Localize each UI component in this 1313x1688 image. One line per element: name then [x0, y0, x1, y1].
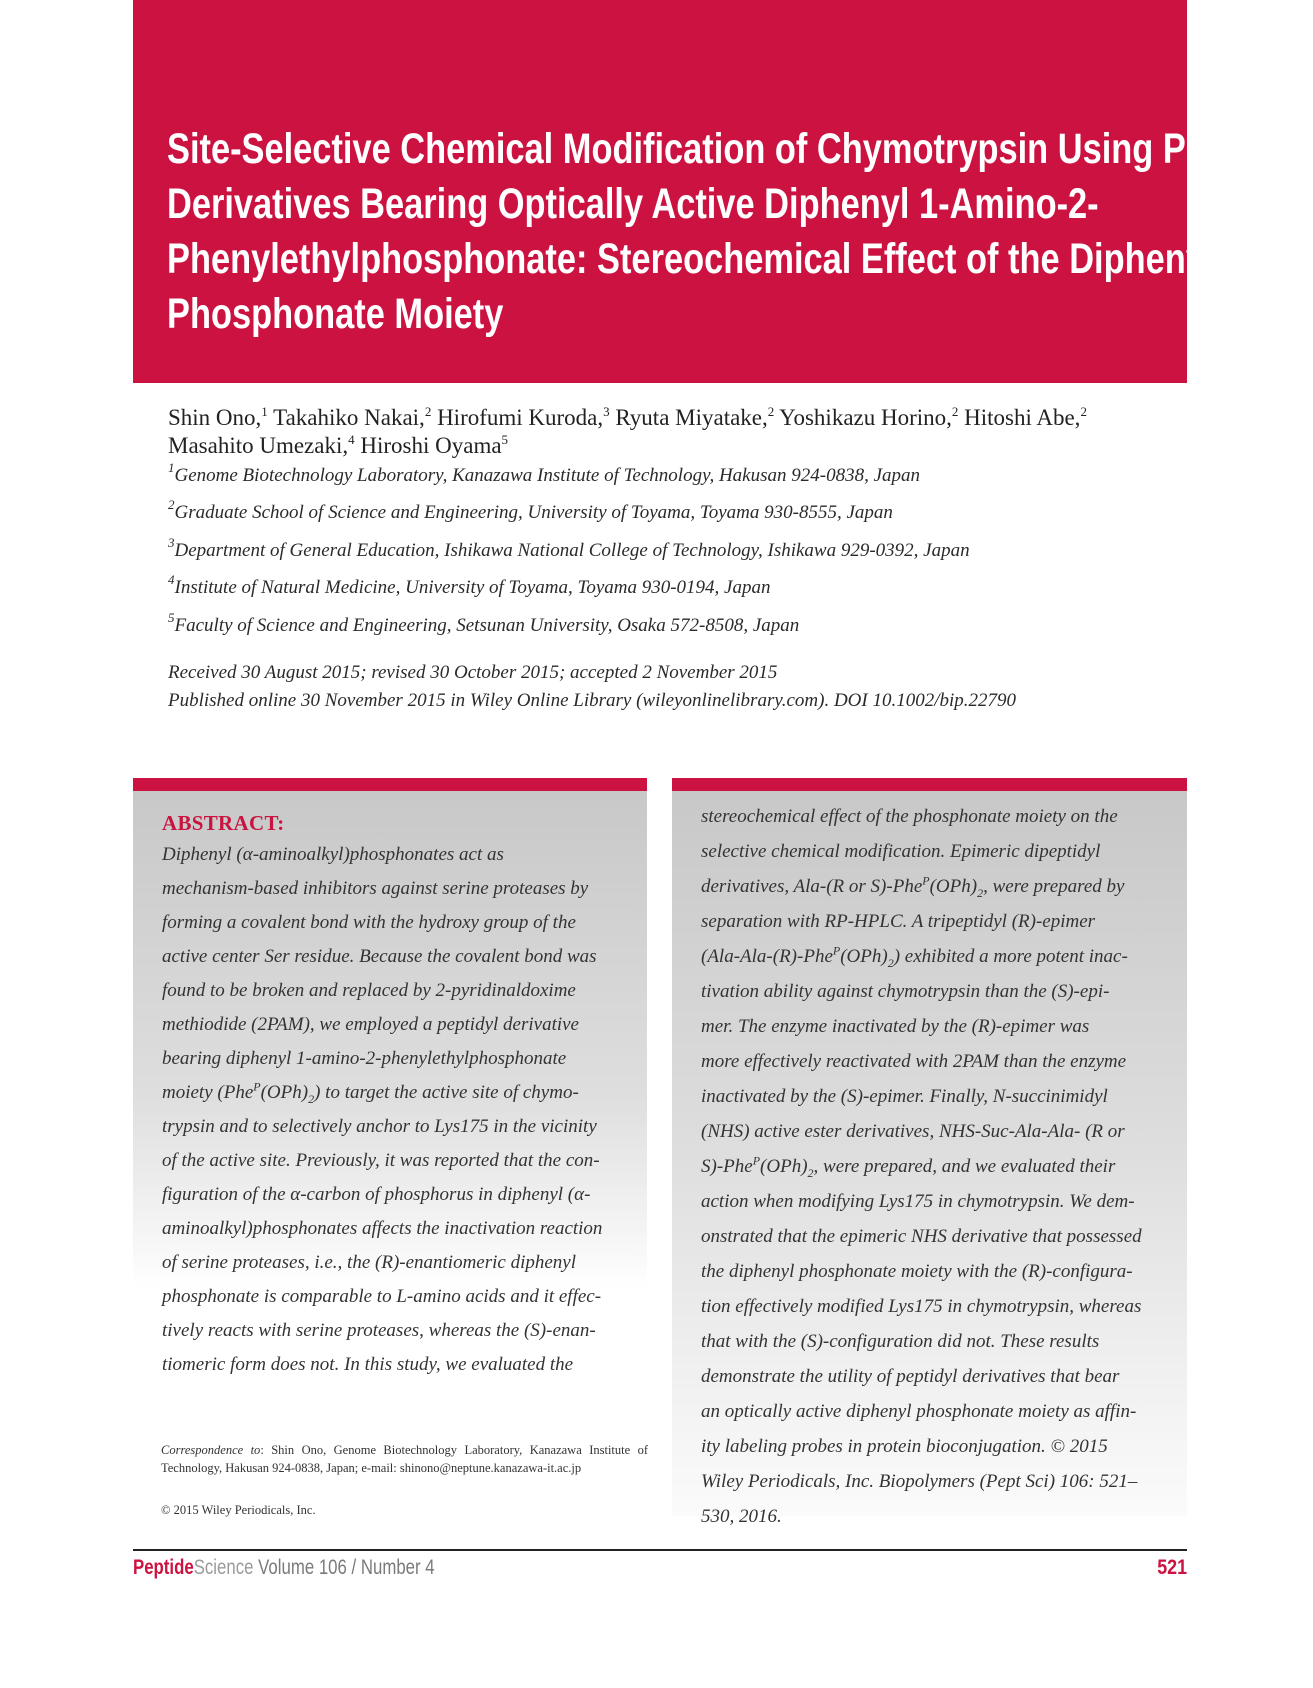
abstract-column-left	[133, 778, 647, 1398]
author: Masahito Umezaki,$^4$	[168, 432, 355, 458]
page-number: 521	[1157, 1556, 1187, 1579]
abstract-text-left	[162, 838, 602, 1382]
author: Takahiko Nakai,$^2$	[273, 404, 432, 430]
affiliation: $^2$Graduate School of Science and Engineering, University of Toyama, Toyama 930-8555, Japan	[168, 497, 893, 523]
abstract-line: trypsin and to selectively anchor to Lys175 in the vicinity	[162, 1116, 597, 1137]
abstract-line: moiety $(Phe^P(OPh)_2)$ to target the active site of chymo-	[162, 1079, 579, 1106]
affiliation: $^3$Department of General Education, Ishikawa National College of Technology, Ishikawa 929-0392, Japan	[168, 535, 970, 561]
author: Ryuta Miyatake,$^2$	[615, 404, 775, 430]
abstract-line: an optically active diphenyl phosphonate moiety as affin-	[701, 1401, 1137, 1422]
abstract-line: separation with RP-HPLC. A tripeptidyl (R)-epimer	[701, 911, 1096, 932]
abstract-line: $(Ala-Ala-(R)-Phe^P(OPh)_2)$ exhibited a more potent inac-	[701, 943, 1128, 970]
abstract-line: of serine proteases, i.e., the (R)-enantiomeric diphenyl	[162, 1252, 577, 1273]
author: Hiroshi Oyama$^5$	[360, 432, 509, 458]
volume-number: Volume 106 / Number 4	[253, 1556, 435, 1579]
abstract-line: Wiley Periodicals, Inc. Biopolymers (Pept Sci) 106: 521–	[701, 1471, 1138, 1492]
copyright-note: © 2015 Wiley Periodicals, Inc.	[161, 1503, 316, 1517]
abstract-line: methiodide (2PAM), we employed a peptidyl derivative	[162, 1014, 579, 1035]
author-line	[168, 432, 1198, 460]
journal-name-peptide: Peptide	[133, 1556, 194, 1579]
abstract-line: found to be broken and replaced by 2-pyridinaldoxime	[162, 980, 576, 1001]
abstract-line: 530, 2016.	[701, 1506, 782, 1527]
abstract-line: figuration of the α-carbon of phosphorus in diphenyl (α-	[162, 1184, 591, 1205]
abstract-line: $S)-Phe^P(OPh)_2$, were prepared, and we evaluated their	[701, 1153, 1116, 1180]
abstract-line: inactivated by the (S)-epimer. Finally, N-succinimidyl	[701, 1086, 1108, 1107]
abstract-line: tion effectively modified Lys175 in chymotrypsin, whereas	[701, 1296, 1142, 1317]
title-line: Site-Selective Chemical Modification of Chymotrypsin Using Peptidyl	[167, 125, 1297, 173]
abstract-column-right	[672, 778, 1187, 1527]
abstract-line: tiomeric form does not. In this study, we evaluated the	[162, 1354, 574, 1375]
abstract-line: active center Ser residue. Because the covalent bond was	[162, 946, 597, 967]
abstract-line: derivatives, Ala-(R or $S)-Phe^P(OPh)_2$, were prepared by	[701, 873, 1125, 900]
title-line: Phenylethylphosphonate: Stereochemical Effect of the Diphenyl	[167, 235, 1215, 283]
abstract-line: the diphenyl phosphonate moiety with the (R)-configura-	[701, 1261, 1133, 1282]
abstract-line: bearing diphenyl 1-amino-2-phenylethylphosphonate	[162, 1048, 567, 1069]
title-line: Derivatives Bearing Optically Active Diphenyl 1-Amino-2-	[167, 180, 1099, 228]
affiliation: $^5$Faculty of Science and Engineering, Setsunan University, Osaka 572-8508, Japan	[168, 610, 800, 636]
journal-name-science: Science	[193, 1556, 254, 1579]
abstract-text-right	[701, 799, 1142, 1534]
abstract-line: onstrated that the epimeric NHS derivative that possessed	[701, 1226, 1142, 1247]
publication-history	[168, 659, 1016, 715]
abstract-line: of the active site. Previously, it was reported that the con-	[162, 1150, 600, 1171]
author-line	[168, 404, 1198, 432]
abstract-line: more effectively reactivated with 2PAM than the enzyme	[701, 1051, 1127, 1072]
journal-info	[133, 1556, 435, 1580]
received-dates: Received 30 August 2015; revised 30 October 2015; accepted 2 November 2015	[168, 662, 778, 683]
title-line: Phosphonate Moiety	[167, 290, 504, 338]
affiliation: $^1$Genome Biotechnology Laboratory, Kanazawa Institute of Technology, Hakusan 924-0838, Japan	[168, 460, 921, 486]
abstract-line: tively reacts with serine proteases, whereas the (S)-enan-	[162, 1320, 596, 1341]
abstract-line: stereochemical effect of the phosphonate moiety on the	[701, 806, 1118, 827]
author: Hirofumi Kuroda,$^3$	[437, 404, 610, 430]
abstract-line: forming a covalent bond with the hydroxy group of the	[162, 912, 576, 933]
abstract-line: selective chemical modification. Epimeric dipeptidyl	[701, 841, 1101, 862]
abstract-line: Diphenyl (α-aminoalkyl)phosphonates act as	[162, 844, 504, 865]
author-list	[168, 404, 1198, 460]
abstract-line: aminoalkyl)phosphonates affects the inactivation reaction	[162, 1218, 603, 1239]
footer-rule	[133, 1549, 1187, 1551]
correspondence-note: Correspondence to: Shin Ono, Genome Biotechnology Laboratory, Kanazawa Institute of Technology, Hakusan 924-0838, Japan; e-mail: shinono@neptune.kanazawa-it.ac.jp	[161, 1443, 648, 1475]
abstract-line: mer. The enzyme inactivated by the (R)-epimer was	[701, 1016, 1090, 1037]
abstract-line: that with the (S)-configuration did not. These results	[701, 1331, 1100, 1352]
abstract-line: mechanism-based inhibitors against serine proteases by	[162, 878, 589, 899]
abstract-heading: ABSTRACT:	[162, 811, 285, 835]
abstract-line: tivation ability against chymotrypsin than the (S)-epi-	[701, 981, 1110, 1002]
abstract-line: action when modifying Lys175 in chymotrypsin. We dem-	[701, 1191, 1135, 1212]
author: Yoshikazu Horino,$^2$	[779, 404, 959, 430]
article-title	[167, 122, 1297, 342]
abstract-line: phosphonate is comparable to L-amino acids and it effec-	[162, 1286, 602, 1307]
page-footer	[133, 1556, 1187, 1586]
title-banner	[133, 0, 1297, 383]
published-online: Published online 30 November 2015 in Wiley Online Library (wileyonlinelibrary.com). DOI 10.1002/bip.22790	[168, 690, 1017, 711]
abstract-line: ity labeling probes in protein bioconjugation. © 2015	[701, 1436, 1108, 1457]
abstract-line: demonstrate the utility of peptidyl derivatives that bear	[701, 1366, 1120, 1387]
author: Shin Ono,$^1$	[168, 404, 268, 430]
affiliation: $^4$Institute of Natural Medicine, University of Toyama, Toyama 930-0194, Japan	[168, 572, 771, 598]
abstract-line: (NHS) active ester derivatives, NHS-Suc-Ala-Ala- (R or	[701, 1121, 1125, 1142]
author: Hitoshi Abe,$^2$	[964, 404, 1087, 430]
